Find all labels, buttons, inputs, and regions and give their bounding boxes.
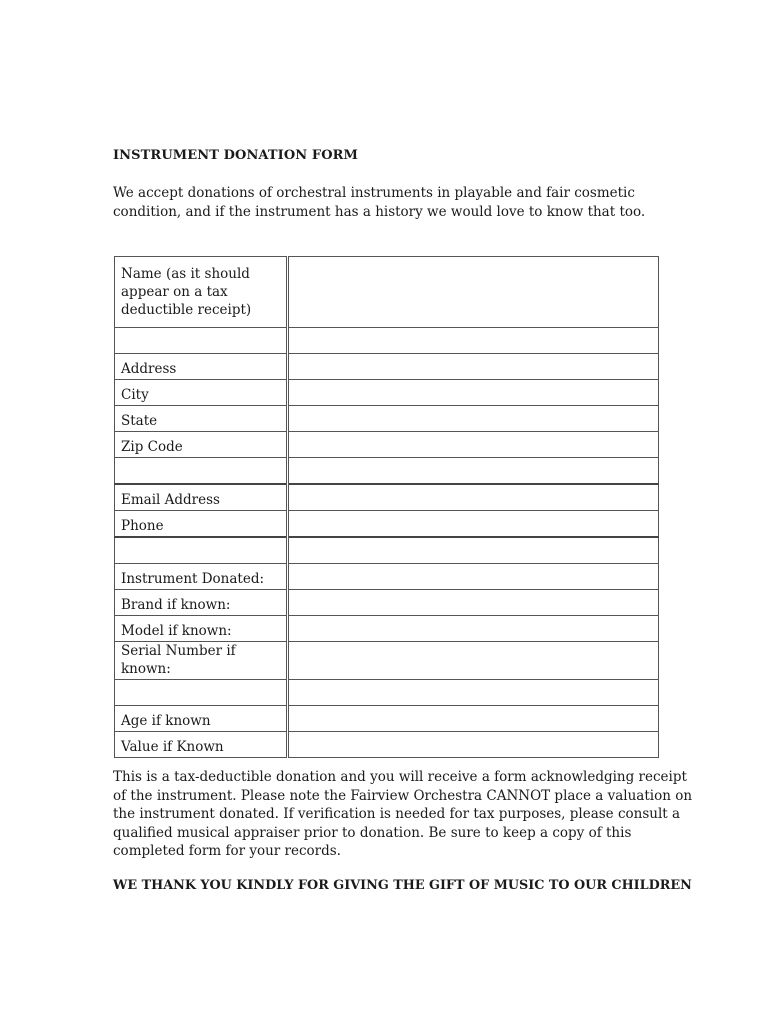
field-label: [115, 564, 288, 590]
form-row-address: [115, 354, 659, 380]
empty-field[interactable]: [288, 458, 659, 485]
field-label: [115, 257, 288, 328]
state-label: State: [121, 413, 158, 429]
form-row-spacer: [115, 458, 659, 485]
thank-you-message: WE THANK YOU KINDLY FOR GIVING THE GIFT OF MUSIC TO OUR CHILDREN: [113, 878, 692, 893]
form-row-email: [115, 484, 659, 511]
empty-field[interactable]: [288, 328, 659, 354]
model-field[interactable]: [288, 616, 659, 642]
phone-field[interactable]: [288, 511, 659, 538]
form-row-model: [115, 616, 659, 642]
form-row-phone: [115, 511, 659, 538]
empty-field[interactable]: [288, 680, 659, 706]
form-row-brand: [115, 590, 659, 616]
state-field[interactable]: [288, 406, 659, 432]
form-row-age: [115, 706, 659, 732]
empty-cell: [115, 458, 288, 485]
field-label: [115, 432, 288, 458]
city-field[interactable]: [288, 380, 659, 406]
empty-field[interactable]: [288, 537, 659, 564]
field-label: [115, 354, 288, 380]
field-label: [115, 380, 288, 406]
form-row-city: [115, 380, 659, 406]
form-row-value: [115, 732, 659, 758]
email-label: Email Address: [121, 492, 220, 508]
serial-field[interactable]: [288, 642, 659, 680]
note-line: qualified musical appraiser prior to donation. Be sure to keep a copy of this: [113, 824, 632, 841]
field-label: [115, 590, 288, 616]
zip-field[interactable]: [288, 432, 659, 458]
field-label: [115, 484, 288, 511]
phone-label: Phone: [121, 518, 164, 534]
field-label: [115, 406, 288, 432]
brand-field[interactable]: [288, 590, 659, 616]
address-label: Address: [121, 361, 177, 377]
form-row-spacer: [115, 328, 659, 354]
serial-label: Serial Number if known:: [121, 643, 236, 677]
address-field[interactable]: [288, 354, 659, 380]
donation-form-table: [114, 256, 659, 758]
note-line: This is a tax-deductible donation and you will receive a form acknowledging receipt: [113, 769, 687, 785]
form-row-state: [115, 406, 659, 432]
form-row-spacer: [115, 537, 659, 564]
email-field[interactable]: [288, 484, 659, 511]
form-title: INSTRUMENT DONATION FORM: [113, 148, 359, 163]
form-row-serial: [115, 642, 659, 680]
instrument-label: Instrument Donated:: [121, 571, 265, 587]
name-label-line: appear on a tax: [121, 284, 228, 300]
tax-note-paragraph: [113, 768, 693, 861]
empty-cell: [115, 537, 288, 564]
note-line: the instrument donated. If verification is needed for tax purposes, please consult a: [113, 806, 681, 822]
field-label: [115, 642, 288, 680]
field-label: [115, 511, 288, 538]
value-field[interactable]: [288, 732, 659, 758]
field-label: [115, 706, 288, 732]
field-label: [115, 616, 288, 642]
note-line: completed form for your records.: [113, 843, 341, 859]
empty-cell: [115, 680, 288, 706]
name-label-line: deductible receipt): [121, 302, 252, 318]
instrument-field[interactable]: [288, 564, 659, 590]
name-label-line: Name (as it should: [121, 266, 250, 282]
zip-label: Zip Code: [121, 439, 183, 455]
empty-cell: [115, 328, 288, 354]
age-field[interactable]: [288, 706, 659, 732]
age-label: Age if known: [121, 713, 211, 729]
form-row-instrument: [115, 564, 659, 590]
intro-line: We accept donations of orchestral instruments in playable and fair cosmetic: [113, 185, 635, 201]
value-label: Value if Known: [121, 739, 224, 755]
form-row-zip: [115, 432, 659, 458]
brand-label: Brand if known:: [121, 597, 231, 613]
city-label: City: [121, 387, 149, 403]
field-label: [115, 732, 288, 758]
model-label: Model if known:: [121, 623, 232, 639]
name-field[interactable]: [288, 257, 659, 328]
intro-paragraph: [113, 184, 658, 222]
form-row-spacer: [115, 680, 659, 706]
form-row-name: [115, 257, 659, 328]
note-line: of the instrument. Please note the Fairview Orchestra CANNOT place a valuation on: [113, 787, 693, 804]
intro-line: condition, and if the instrument has a history we would love to know that too.: [113, 204, 646, 220]
